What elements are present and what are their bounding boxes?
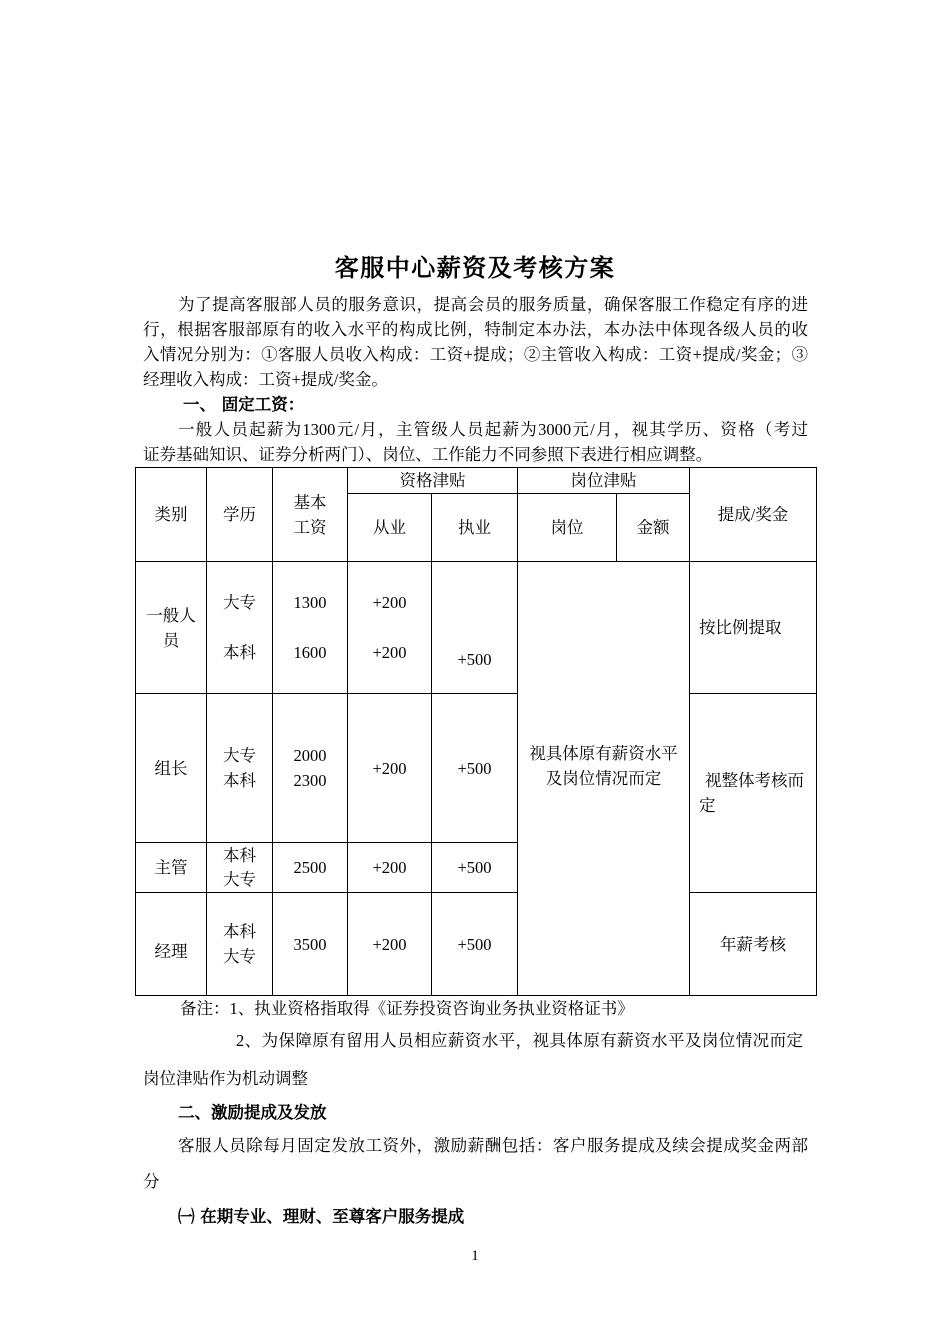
cell-base-salary-value: 2300: [293, 771, 327, 790]
cell-education-value: 本科: [223, 845, 256, 865]
table-row-team-leader: [136, 694, 817, 843]
cell-category: 主管: [136, 843, 207, 893]
cell-education: [207, 843, 273, 893]
cell-education-value: 大专: [223, 947, 256, 966]
header-base-salary-label: 基本工资: [293, 492, 327, 537]
cell-education: [207, 694, 273, 843]
cell-base-salary: 2500: [273, 843, 348, 893]
section-2-subheading: ㈠ 在期专业、理财、至尊客户服务提成: [178, 1207, 465, 1226]
cell-education-value: 大专: [223, 746, 256, 765]
cell-base-salary: 3500: [273, 893, 348, 996]
header-licensed: 执业: [432, 494, 518, 562]
header-amount: 金额: [617, 494, 690, 562]
note-1: 备注：1、执业资格指取得《证券投资咨询业务执业资格证书》: [180, 999, 634, 1018]
cell-licensed-allowance: +500: [432, 843, 518, 893]
section-1-heading: 一、 固定工资：: [183, 395, 305, 414]
position-allowance-note-text: 视具体原有薪资水平及岗位情况而定: [529, 743, 678, 788]
section-1-paragraph-line-1: 一般人员起薪为1300元/月，主管级人员起薪为3000元/月，视其学历、资格（考过: [178, 420, 808, 439]
intro-paragraph-line-2: 行，根据客服部原有的收入水平的构成比例，特制定本办法，本办法中体现各级人员的收: [143, 320, 808, 339]
cell-education: [207, 562, 273, 694]
cell-category: [136, 562, 207, 694]
header-base-salary: [273, 468, 348, 562]
intro-paragraph-line-1: 为了提高客服部人员的服务意识，提高会员的服务质量，确保客服工作稳定有序的进: [178, 295, 808, 314]
cell-licensed-allowance: +500: [432, 893, 518, 996]
cell-education-value: 大专: [223, 593, 256, 612]
cell-practitioner-allowance: +200: [348, 843, 432, 893]
commission-leader-supervisor-text: 视整体考核而定: [699, 771, 804, 815]
cell-education-value: 本科: [223, 922, 256, 941]
cell-practitioner-value: +200: [372, 643, 407, 662]
cell-base-salary-value: 2000: [293, 746, 327, 765]
cell-base-salary: [273, 562, 348, 694]
intro-paragraph-line-4: 经理收入构成：工资+提成/奖金。: [143, 370, 388, 389]
header-practitioner: 从业: [348, 494, 432, 562]
cell-category: 组长: [136, 694, 207, 843]
cell-base-salary-value: 1300: [293, 593, 327, 612]
cell-category-label: 一般人员: [146, 605, 196, 650]
header-position: 岗位: [518, 494, 617, 562]
cell-practitioner-allowance: +200: [348, 893, 432, 996]
cell-category: 经理: [136, 893, 207, 996]
section-2-heading: 二、激励提成及发放: [178, 1103, 327, 1122]
cell-commission-leader-supervisor: [690, 694, 817, 893]
cell-commission-general-staff: 按比例提取: [690, 562, 817, 694]
note-2-line-1: 2、为保障原有留用人员相应薪资水平，视具体原有薪资水平及岗位情况而定: [236, 1031, 803, 1050]
header-category: 类别: [136, 468, 207, 562]
page-number: 1: [471, 1248, 479, 1264]
cell-education: [207, 893, 273, 996]
header-qualification-allowance: 资格津贴: [348, 468, 518, 494]
cell-licensed-allowance: +500: [432, 562, 518, 694]
cell-practitioner-allowance: +200: [348, 694, 432, 843]
cell-position-allowance-note: [518, 562, 690, 996]
cell-commission-manager: 年薪考核: [690, 893, 817, 996]
header-education: 学历: [207, 468, 273, 562]
table-header-row: [136, 468, 817, 494]
table-row-general-staff: [136, 562, 817, 694]
salary-table: [135, 467, 817, 996]
header-commission-bonus: 提成/奖金: [690, 468, 817, 562]
cell-base-salary-value: 1600: [293, 643, 327, 662]
cell-licensed-allowance: +500: [432, 694, 518, 843]
document-title: 客服中心薪资及考核方案: [334, 254, 616, 282]
cell-education-value: 大专: [223, 869, 256, 889]
section-1-paragraph-line-2: 证券基础知识、证券分析两门）、岗位、工作能力不同参照下表进行相应调整。: [143, 445, 713, 464]
cell-education-value: 本科: [223, 643, 256, 662]
section-2-paragraph-line-2: 分: [143, 1172, 160, 1191]
table-row-manager: [136, 893, 817, 996]
section-2-paragraph-line-1: 客服人员除每月固定发放工资外，激励薪酬包括：客户服务提成及续会提成奖金两部: [178, 1136, 808, 1155]
cell-base-salary: [273, 694, 348, 843]
cell-practitioner-value: +200: [372, 593, 407, 612]
cell-education-value: 本科: [223, 771, 256, 790]
header-position-allowance: 岗位津贴: [518, 468, 690, 494]
intro-paragraph-line-3: 入情况分别为：①客服人员收入构成：工资+提成；②主管收入构成：工资+提成/奖金；③: [143, 345, 808, 364]
note-2-line-2: 岗位津贴作为机动调整: [143, 1069, 308, 1088]
cell-practitioner-allowance: [348, 562, 432, 694]
